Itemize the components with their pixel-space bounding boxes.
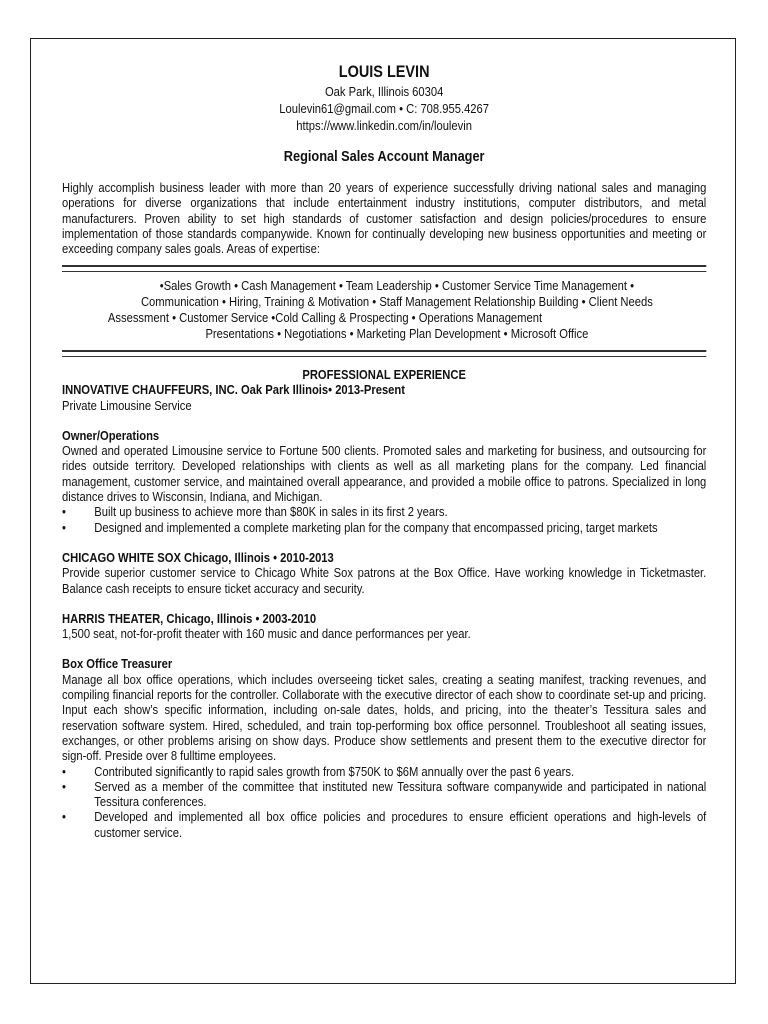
- divider: [62, 265, 706, 272]
- company: CHICAGO WHITE SOX Chicago, Illinois • 2010-2013: [62, 549, 334, 565]
- linkedin-link[interactable]: https://www.linkedin.com/in/loulevin: [296, 118, 472, 133]
- company-subtitle: 1,500 seat, not-for-profit theater with 160 music and dance performances per year.: [62, 626, 471, 642]
- bullet: • Served as a member of the committee that instituted new Tessitura software companywide and participated in national Tessitura conferences.: [62, 779, 706, 810]
- address: Oak Park, Illinois 60304: [324, 84, 444, 99]
- company-subtitle: Private Limousine Service: [62, 397, 192, 413]
- candidate-name: LOUIS LEVIN: [338, 62, 430, 81]
- bullet: • Built up business to achieve more than $80K in sales in its first 2 years.: [62, 504, 706, 519]
- role: Owner/Operations: [62, 427, 160, 443]
- job-harris-theater: [62, 611, 706, 840]
- role: Box Office Treasurer: [62, 656, 173, 672]
- company: HARRIS THEATER, Chicago, Illinois • 2003-2010: [62, 610, 317, 626]
- experience-section: [62, 367, 706, 840]
- summary: Highly accomplish business leader with more than 20 years of experience successfully driving national sales and managing operations for diverse organizations that include entertainment industry institutions, computer distributors, and metal manufacturers. Proven ability to set high standards of customer satisfaction and design policies/procedures to ensure implementation of those standards companywide. Known for continually developing new business opportunities and meeting or exceeding company sales goals. Areas of expertise:: [62, 180, 707, 257]
- divider: [62, 350, 706, 357]
- skills-line: •Sales Growth • Cash Management • Team Leadership • Customer Service Time Management •: [159, 278, 635, 293]
- job-title: Regional Sales Account Manager: [283, 148, 485, 165]
- section-heading: PROFESSIONAL EXPERIENCE: [302, 367, 466, 382]
- skills-line: Assessment • Customer Service •Cold Calling & Prospecting • Operations Management: [107, 310, 543, 325]
- job-chicago-white-sox: [62, 550, 706, 596]
- job-innovative-chauffeurs: [62, 382, 706, 535]
- email-phone: Loulevin61@gmail.com • C: 708.955.4267: [279, 101, 490, 116]
- skills-line: Presentations • Negotiations • Marketing Plan Development • Microsoft Office: [205, 326, 589, 341]
- description: Provide superior customer service to Chicago White Sox patrons at the Box Office. Have working knowledge in Ticketmaster. Balance cash receipts to ensure ticket accuracy and security.: [62, 565, 707, 596]
- skills-line: Communication • Hiring, Training & Motivation • Staff Management Relationship Building • Client Needs: [140, 294, 653, 309]
- bullet: • Designed and implemented a complete marketing plan for the company that encompassed pricing, target markets: [62, 520, 706, 535]
- company: INNOVATIVE CHAUFFEURS, INC. Oak Park Illinois• 2013-Present: [62, 382, 406, 398]
- contact-block: [62, 83, 706, 134]
- description: Owned and operated Limousine service to Fortune 500 clients. Promoted sales and marketing for business, and outsourcing for rides outside territory. Developed relationships with clients as well as all marketing plans for the company. Led financial management, customer service, and maintained overall appearance, and provided a mobile office to patrons. Specialized in long distance drives to Wisconsin, Indiana, and Michigan.: [62, 443, 707, 505]
- bullet: • Contributed significantly to rapid sales growth from $750K to $6M annually over the past 6 years.: [62, 764, 706, 779]
- description: Manage all box office operations, which includes overseeing ticket sales, creating a seating manifest, tracking revenues, and compiling financial reports for the controller. Collaborate with the executive director of each show to coordinate set-up and pricing. Input each show’s specific information, including on-sale dates, holds, and pricing, into the theater’s Tessitura sales and reservation software system. Hired, scheduled, and train top-performing box office personnel. Troubleshoot all seating issues, exchanges, or other problems arising on show days. Produce show settlements and present them to the executive director for sign-off. Preside over 8 fulltime employees.: [62, 671, 707, 764]
- skills-list: [108, 278, 686, 342]
- bullet: • Developed and implemented all box office policies and procedures to ensure efficient operations and high-levels of customer service.: [62, 809, 706, 840]
